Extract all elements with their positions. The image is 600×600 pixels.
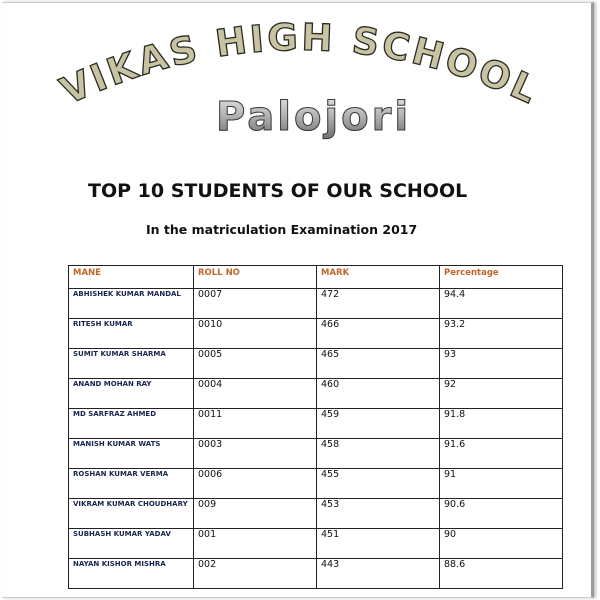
table-row xyxy=(69,559,563,589)
percentage-cell: 91 xyxy=(440,469,563,499)
student-name-cell: VIKRAM KUMAR CHOUDHARY xyxy=(69,499,194,529)
roll-no-cell: 002 xyxy=(194,559,317,589)
student-name-cell: MD SARFRAZ AHMED xyxy=(69,409,194,439)
table-row xyxy=(69,439,563,469)
student-name-cell: RITESH KUMAR xyxy=(69,319,194,349)
school-place: Palojori xyxy=(216,94,412,140)
column-header-percentage: Percentage xyxy=(440,266,563,289)
roll-no-cell: 0005 xyxy=(194,349,317,379)
table-row xyxy=(69,499,563,529)
roll-no-cell: 0010 xyxy=(194,319,317,349)
mark-cell: 460 xyxy=(317,379,440,409)
mark-cell: 465 xyxy=(317,349,440,379)
column-header-name: MANE xyxy=(69,266,194,289)
student-name-cell: MANISH KUMAR WATS xyxy=(69,439,194,469)
roll-no-cell: 0004 xyxy=(194,379,317,409)
student-name-cell: SUMIT KUMAR SHARMA xyxy=(69,349,194,379)
percentage-cell: 91.6 xyxy=(440,439,563,469)
student-name-cell: ABHISHEK KUMAR MANDAL xyxy=(69,289,194,319)
mark-cell: 472 xyxy=(317,289,440,319)
table-row xyxy=(69,319,563,349)
mark-cell: 455 xyxy=(317,469,440,499)
results-table xyxy=(68,265,563,589)
mark-cell: 451 xyxy=(317,529,440,559)
table-row xyxy=(69,469,563,499)
percentage-cell: 88.6 xyxy=(440,559,563,589)
student-name-cell: ROSHAN KUMAR VERMA xyxy=(69,469,194,499)
student-name-cell: SUBHASH KUMAR YADAV xyxy=(69,529,194,559)
percentage-cell: 92 xyxy=(440,379,563,409)
mark-cell: 459 xyxy=(317,409,440,439)
percentage-cell: 93 xyxy=(440,349,563,379)
mark-cell: 453 xyxy=(317,499,440,529)
table-row xyxy=(69,529,563,559)
column-header-mark: MARK xyxy=(317,266,440,289)
school-name: VIKAS HIGH SCHOOL xyxy=(54,15,546,114)
percentage-cell: 91.8 xyxy=(440,409,563,439)
roll-no-cell: 0011 xyxy=(194,409,317,439)
student-name-cell: ANAND MOHAN RAY xyxy=(69,379,194,409)
table-row xyxy=(69,379,563,409)
roll-no-cell: 0007 xyxy=(194,289,317,319)
student-name-cell: NAYAN KISHOR MISHRA xyxy=(69,559,194,589)
percentage-cell: 94.4 xyxy=(440,289,563,319)
roll-no-cell: 0003 xyxy=(194,439,317,469)
mark-cell: 466 xyxy=(317,319,440,349)
percentage-cell: 93.2 xyxy=(440,319,563,349)
mark-cell: 443 xyxy=(317,559,440,589)
table-row xyxy=(69,409,563,439)
page-subheading: In the matriculation Examination 2017 xyxy=(146,222,418,237)
roll-no-cell: 001 xyxy=(194,529,317,559)
roll-no-cell: 009 xyxy=(194,499,317,529)
page-heading: TOP 10 STUDENTS OF OUR SCHOOL xyxy=(88,180,468,202)
mark-cell: 458 xyxy=(317,439,440,469)
roll-no-cell: 0006 xyxy=(194,469,317,499)
percentage-cell: 90 xyxy=(440,529,563,559)
table-header-row xyxy=(69,266,563,289)
percentage-cell: 90.6 xyxy=(440,499,563,529)
column-header-roll: ROLL NO xyxy=(194,266,317,289)
table-row xyxy=(69,289,563,319)
table-row xyxy=(69,349,563,379)
